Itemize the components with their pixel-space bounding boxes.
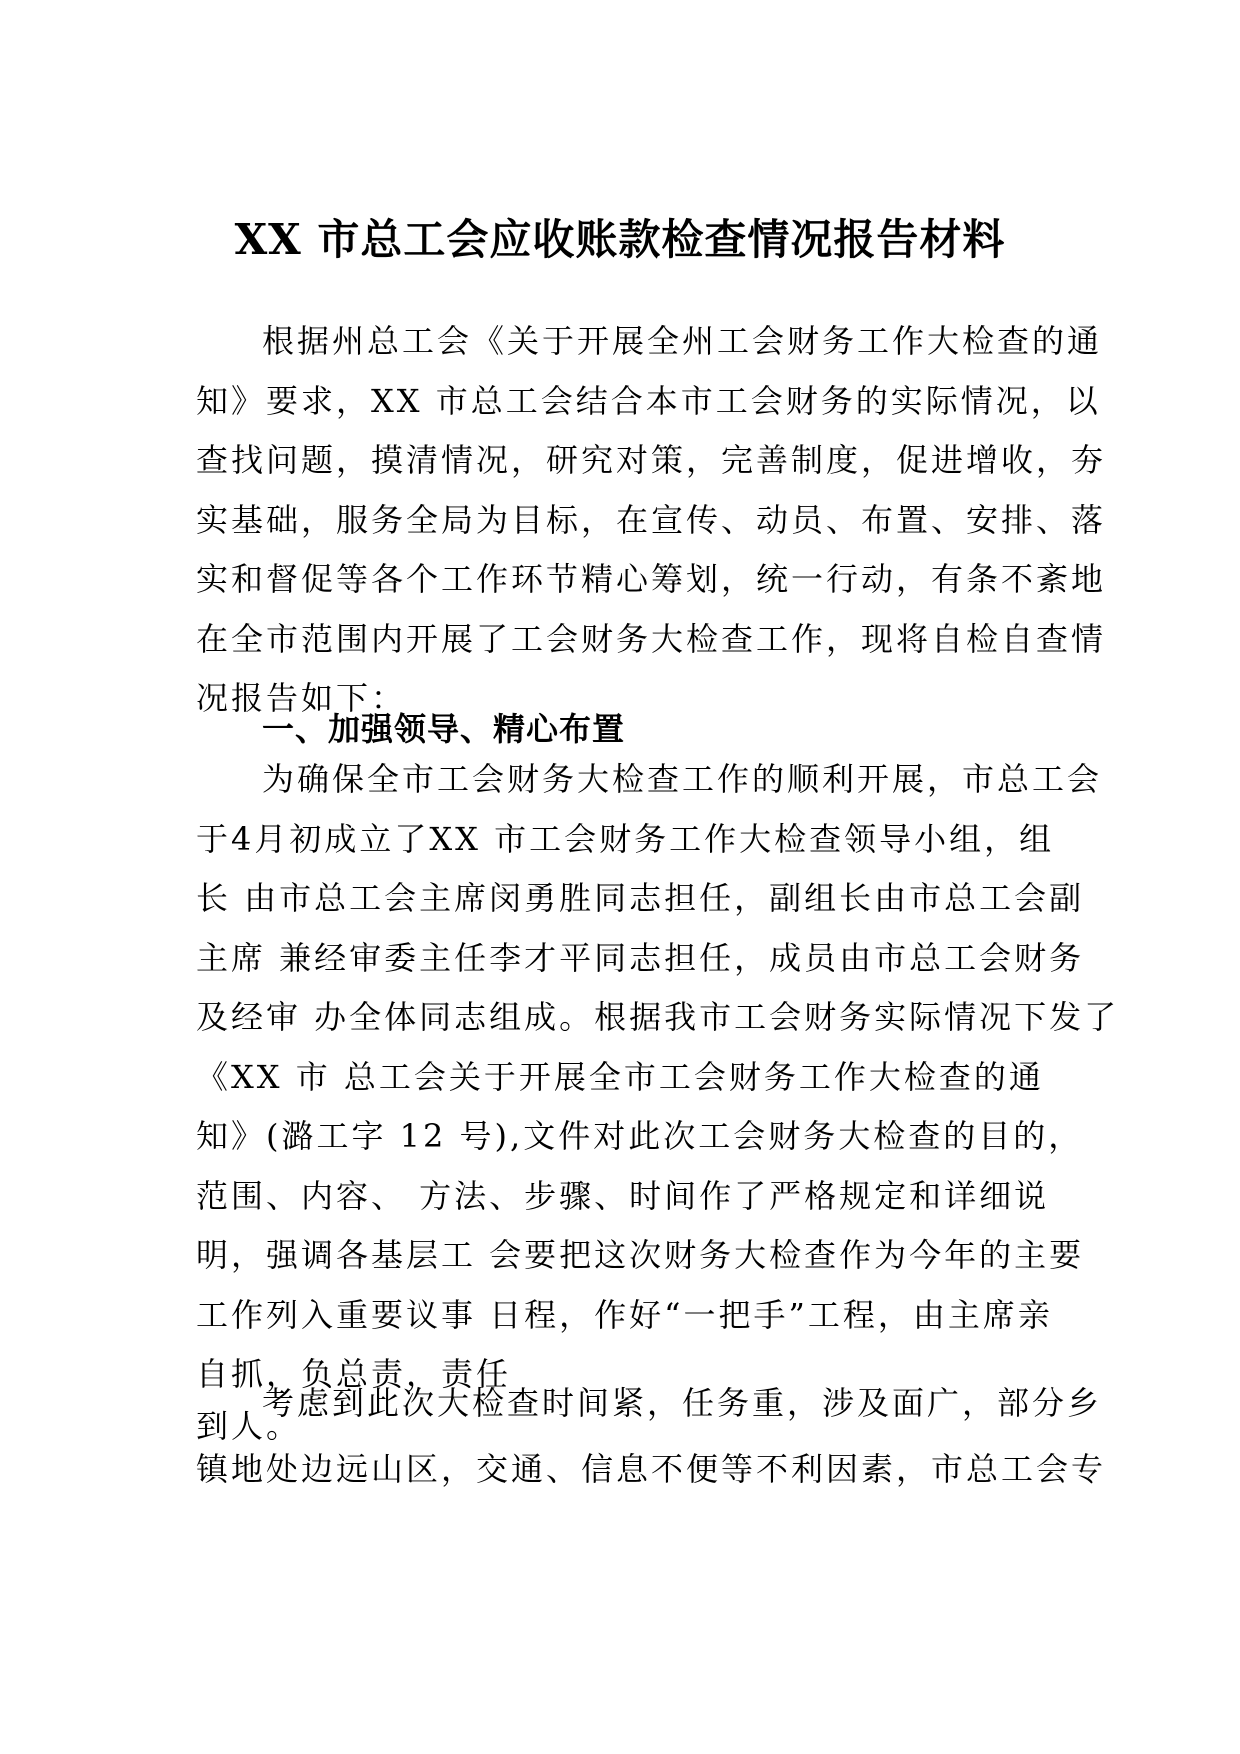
section2-paragraph	[196, 1370, 1107, 1502]
paragraph-line: 实和督促等各个工作环节精心筹划，统一行动，有条不紊地	[196, 560, 1107, 598]
paragraph-line: 知》(潞工字 12 号),文件对此次工会财务大检查的目的，	[196, 1117, 1084, 1155]
document-title: XX 市总工会应收账款检查情况报告材料	[234, 215, 1006, 264]
paragraph-line: 实基础，服务全局为目标，在宣传、动员、布置、安排、落	[196, 500, 1107, 539]
intro-paragraph	[196, 312, 1107, 729]
paragraph-line: 考虑到此次大检查时间紧，任务重，涉及面广，部分乡	[262, 1384, 1103, 1422]
paragraph-line: 工作列入重要议事 日程，作好“一把手”工程，由主席亲	[196, 1295, 1053, 1334]
paragraph-line: 根据州总工会《关于开展全州工会财务工作大检查的通	[262, 322, 1103, 360]
paragraph-line: 主席 兼经审委主任李才平同志担任，成员由市总工会财务	[196, 938, 1085, 977]
paragraph-line: 长 由市总工会主席闵勇胜同志担任，副组长由市总工会副	[196, 879, 1085, 917]
section1-paragraph	[196, 750, 1120, 1457]
paragraph-line: 况报告如下：	[196, 679, 407, 717]
paragraph-line: 《XX 市 总工会关于开展全市工会财务工作大检查的通	[196, 1057, 1044, 1096]
paragraph-line: 知》要求，XX 市总工会结合本市工会财务的实际情况，以	[196, 381, 1101, 420]
paragraph-line: 镇地处边远山区，交通、信息不便等不利因素，市总工会专	[196, 1450, 1107, 1488]
paragraph-line: 在全市范围内开展了工会财务大检查工作，现将自检自查情	[196, 619, 1107, 658]
paragraph-line: 明，强调各基层工 会要把这次财务大检查作为今年的主要	[196, 1236, 1085, 1274]
paragraph-line: 及经审 办全体同志组成。根据我市工会财务实际情况下发了	[196, 998, 1120, 1036]
paragraph-line: 查找问题，摸清情况，研究对策，完善制度，促进增收，夯	[196, 441, 1107, 479]
paragraph-line: 为确保全市工会财务大检查工作的顺利开展，市总工会	[262, 760, 1103, 798]
paragraph-line: 范围、内容、 方法、步骤、时间作了严格规定和详细说	[196, 1176, 1050, 1215]
paragraph-line: 自抓，负总责，责任	[196, 1355, 512, 1393]
paragraph-line: 到人。	[196, 1407, 302, 1445]
section-heading-1: 一、加强领导、精心布置	[262, 710, 626, 748]
paragraph-line: 于4月初成立了XX 市工会财务工作大检查领导小组，组	[196, 819, 1055, 858]
